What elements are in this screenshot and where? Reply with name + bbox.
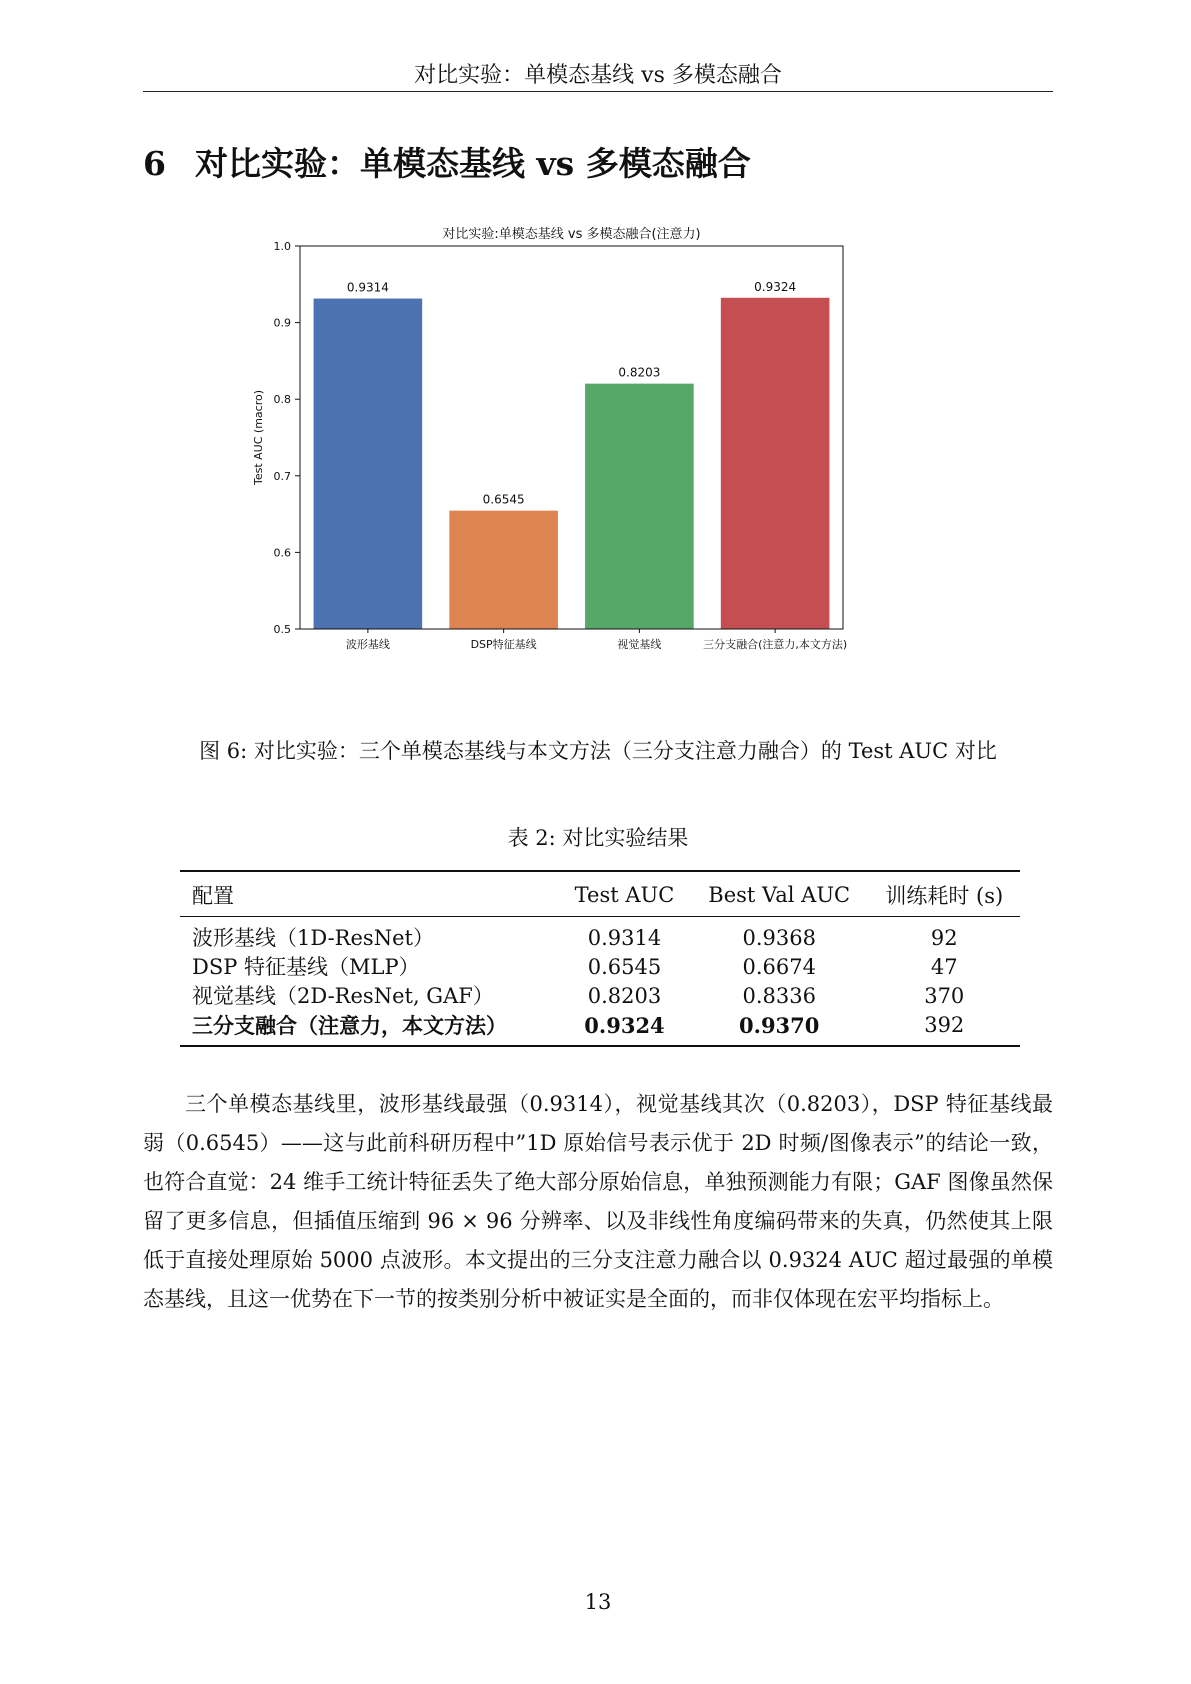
bar-value-label: 0.9324 [754,279,797,294]
table-cell: 0.8336 [742,984,816,1008]
bar [449,511,558,629]
bar-value-label: 0.8203 [618,365,661,380]
table-row-highlight [180,1011,1020,1046]
header-config: 配置 [192,884,234,908]
header-test-auc: Test AUC [574,883,675,907]
y-tick-label: 0.5 [273,623,291,636]
x-tick-label: 三分支融合(注意力,本文方法) [703,638,848,651]
bar-value-label: 0.6545 [482,492,525,507]
x-tick-label: DSP特征基线 [470,638,537,651]
table-row [180,982,1020,1011]
header-train-time: 训练耗时 (s) [885,884,1004,908]
table-cell: 370 [924,984,965,1008]
page-number: 13 [584,1590,612,1614]
table-row [180,953,1020,982]
table-cell: 0.9324 [584,1013,665,1038]
results-table [180,870,1020,1047]
table-header-row [180,871,1020,917]
table-cell: DSP 特征基线（MLP） [192,955,420,979]
section-number: 6 [143,144,166,183]
running-head: 对比实验：单模态基线 vs 多模态融合 [414,63,782,88]
section-title: 对比实验：单模态基线 vs 多模态融合 [195,144,751,183]
table-cell: 392 [924,1013,965,1037]
table-row [180,917,1020,954]
y-tick-label: 0.7 [273,469,291,483]
bar-value-label: 0.9314 [346,280,389,295]
table-cell: 0.6674 [742,955,816,979]
bar [721,298,830,629]
figure-chart [252,227,940,712]
table-cell: 0.8203 [587,984,662,1008]
table-cell: 0.6545 [587,955,662,979]
y-tick-label: 1.0 [273,240,291,253]
chart-title: 对比实验:单模态基线 vs 多模态融合(注意力) [442,227,701,242]
x-tick-label: 波形基线 [345,638,390,651]
table-cell: 波形基线（1D-ResNet） [192,926,434,950]
bar [585,384,694,629]
y-tick-label: 0.9 [273,316,291,330]
table-cell: 0.9314 [587,926,662,950]
table-cell: 三分支融合（注意力，本文方法） [192,1013,507,1038]
y-axis-label: Test AUC (macro) [252,389,265,486]
results-table-wrapper [180,870,1020,1047]
section-heading [143,138,751,185]
table-cell: 0.9370 [739,1013,820,1038]
table-cell: 47 [930,955,958,979]
table-cell: 92 [930,926,958,950]
bar-chart [252,227,940,712]
figure-caption: 图 6: 对比实验：三个单模态基线与本文方法（三分支注意力融合）的 Test AUC 对比 [199,739,997,763]
header-best-val-auc: Best Val AUC [708,883,851,907]
table-caption: 表 2: 对比实验结果 [507,826,689,850]
body-paragraph: 三个单模态基线里，波形基线最强（0.9314），视觉基线其次（0.8203），DSP 特征基线最弱（0.6545）——这与此前科研历程中”1D 原始信号表示优于 2D 时频/图像表示”的结论一致，也符合直觉：24 维手工统计特征丢失了绝大部分原始信息，单独预测能力有限；GAF 图像虽然保留了更多信息，但插值压缩到 96 × 96 分辨率、以及非线性角度编码带来的失真，仍然使其上限低于直接处理原始 5000 点波形。本文提出的三分支注意力融合以 0.9324 AUC 超过最强的单模态基线，且这一优势在下一节的按类别分析中被证实是全面的，而非仅体现在宏平均指标上。 [143,1092,1053,1311]
x-tick-label: 视觉基线 [617,638,662,651]
table-cell: 0.9368 [742,926,816,950]
bar [314,299,423,629]
table-cell: 视觉基线（2D-ResNet, GAF） [192,984,494,1008]
y-tick-label: 0.8 [273,393,291,407]
header-rule [143,91,1053,92]
y-tick-label: 0.6 [273,546,291,560]
